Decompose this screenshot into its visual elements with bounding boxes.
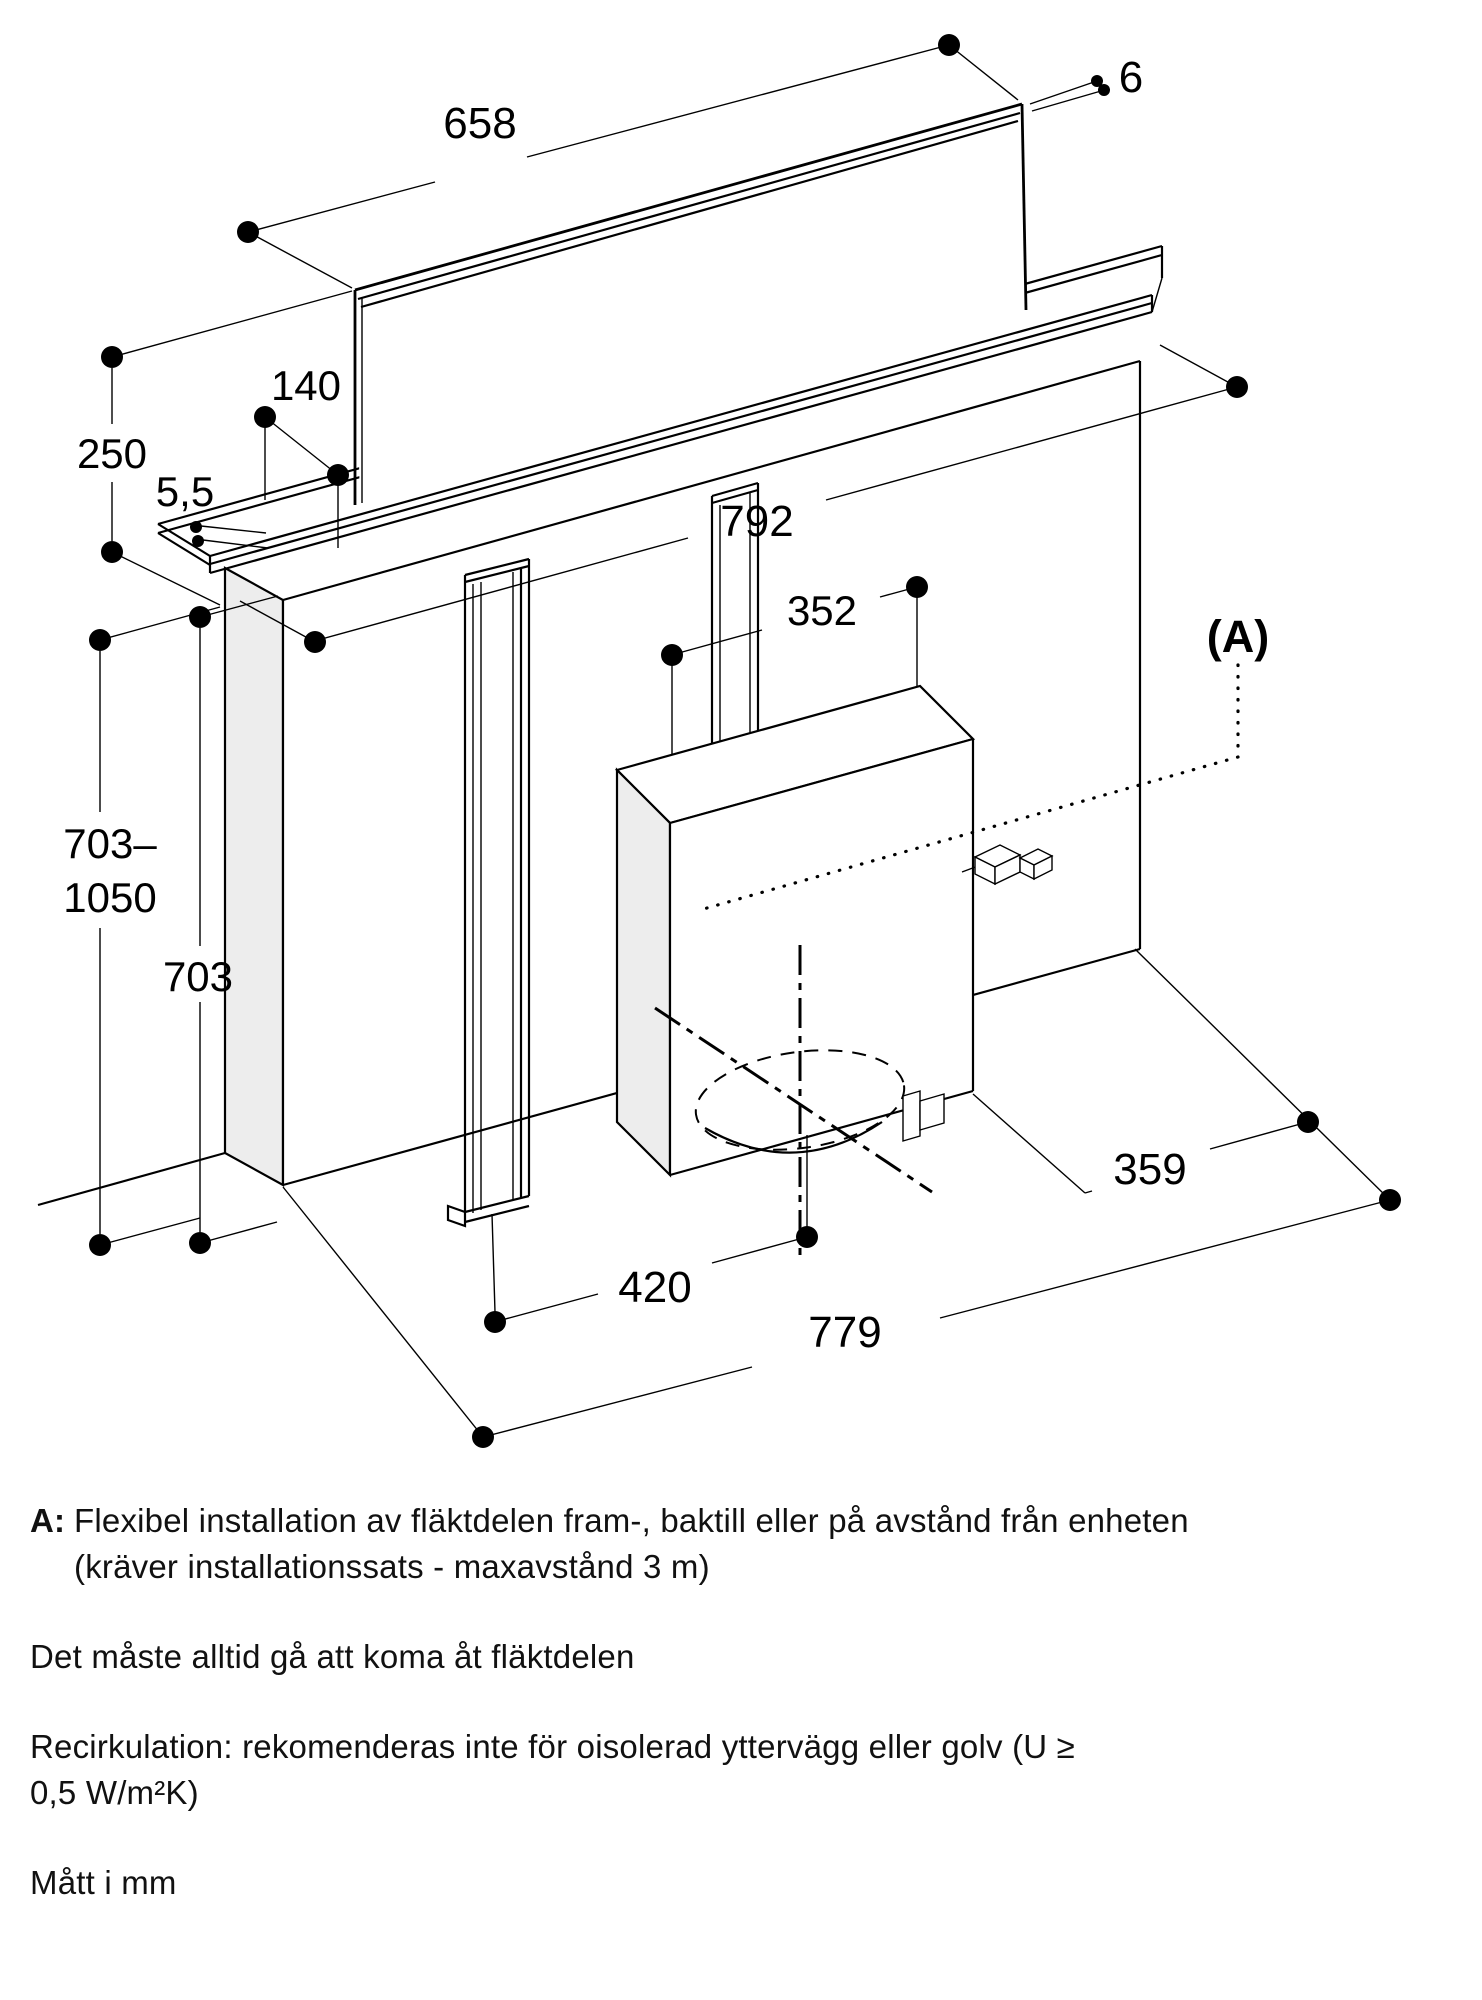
marker-a-label: (A) — [1206, 611, 1270, 662]
note-access: Det måste alltid gå att koma åt fläktdelen — [30, 1638, 635, 1675]
note-recirc-line1: Recirkulation: rekomenderas inte för oisolerad yttervägg eller golv (U ≥ — [30, 1728, 1075, 1765]
dim-779 — [472, 1189, 1401, 1448]
dim-658-label: 658 — [443, 99, 517, 148]
dim-5-5-label: 5,5 — [155, 468, 215, 515]
note-a-line2: (kräver installationssats - maxavstånd 3 m) — [74, 1548, 710, 1585]
note-a-prefix: A: — [30, 1502, 66, 1539]
blower-box — [617, 686, 973, 1258]
note-a — [30, 1498, 1460, 1544]
foot-bracket — [903, 1091, 920, 1141]
dim-779-label: 779 — [808, 1308, 882, 1357]
dim-6-label: 6 — [1118, 53, 1144, 102]
dim-792-label: 792 — [720, 497, 794, 546]
dim-703-1050-label-bottom: 1050 — [63, 874, 157, 921]
notes-block — [30, 1498, 1460, 1906]
note-a-line1: Flexibel installation av fläktdelen fram-, baktill eller på avstånd från enheten — [74, 1502, 1189, 1539]
dim-250-label: 250 — [76, 430, 148, 477]
wall-box-left-face — [225, 568, 283, 1185]
dim-359-label: 359 — [1113, 1145, 1187, 1194]
dim-703-1050 — [63, 607, 220, 1256]
dim-703-1050-label-top: 703– — [63, 820, 157, 867]
dim-6 — [1030, 53, 1143, 111]
dim-250 — [77, 291, 352, 605]
blower-left-face — [617, 770, 670, 1175]
floor-edge-left — [38, 1153, 225, 1205]
dim-703-label: 703 — [162, 953, 234, 1000]
dim-420 — [484, 1226, 818, 1333]
rail-foot — [448, 1206, 465, 1226]
foot-bracket-2 — [920, 1094, 944, 1130]
note-units: Mått i mm — [30, 1864, 177, 1901]
dim-352-label: 352 — [786, 587, 858, 634]
dim-420-label: 420 — [618, 1263, 692, 1312]
dim-140-label: 140 — [270, 362, 342, 409]
dim-359 — [1085, 1111, 1319, 1194]
dim-140 — [254, 362, 349, 548]
note-recirc-line2: 0,5 W/m²K) — [30, 1774, 199, 1811]
